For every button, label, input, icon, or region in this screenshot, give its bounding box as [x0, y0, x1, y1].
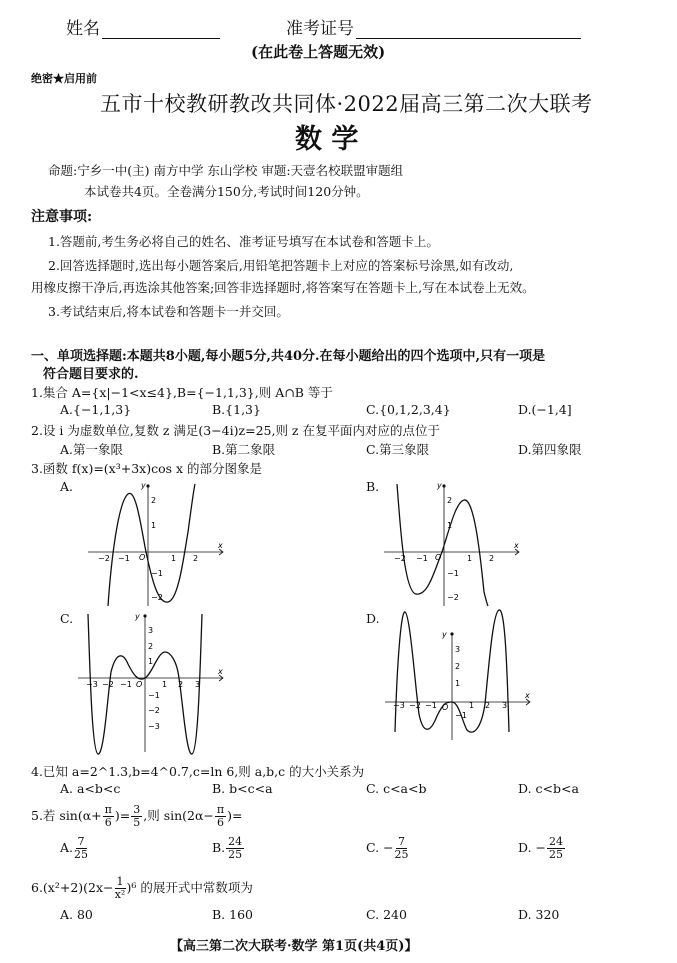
tick-x: 1	[469, 701, 475, 710]
q1-stem: 1.集合 A={x|−1<x≤4},B={−1,1,3},则 A∩B 等于	[31, 385, 333, 400]
tick-x: 3	[195, 680, 201, 689]
tick-y: −1	[455, 711, 467, 720]
tick-x: 3	[502, 701, 508, 710]
q5-option-c: C. − $\frac{7}{25}$	[366, 835, 409, 861]
axis-y-label: y	[437, 481, 442, 490]
tick-x: −3	[393, 701, 405, 710]
tick-y: −1	[151, 569, 163, 578]
tick-y: 2	[455, 662, 461, 671]
tick-x: −1	[416, 554, 428, 563]
q3-label-d: D.	[366, 611, 380, 626]
exam-id-label: 准考证号	[286, 14, 581, 39]
tick-y: 3	[148, 626, 154, 635]
tick-y: 3	[455, 645, 461, 654]
axis-y-label: y	[135, 612, 140, 621]
q6-option-d: D. 320	[518, 907, 560, 922]
note-2: 2.回答选择题时,选出每小题答案后,用铅笔把答题卡上对应的答案标号涂黑,如有改动,	[48, 258, 514, 273]
tick-x: −2	[102, 680, 114, 689]
tick-x: −1	[425, 701, 437, 710]
q6-stem: 6.(x²+2)(2x− $\frac{1}{\text{x²}}$ )⁶ 的展开式中常数项为	[31, 875, 253, 901]
origin-label: O	[136, 680, 143, 689]
subject-title: 数 学	[295, 124, 359, 155]
q4-option-c: C. c<a<b	[366, 781, 427, 796]
q3-label-a: A.	[60, 479, 74, 494]
q2-option-b: B.第二象限	[212, 442, 276, 457]
q2-option-c: C.第三象限	[366, 442, 430, 457]
axis-x-label: x	[514, 541, 519, 550]
tick-x: 2	[178, 680, 184, 689]
name-label: 姓名	[66, 14, 220, 39]
note-1: 1.答题前,考生务必将自己的姓名、准考证号填写在本试卷和答题卡上。	[48, 234, 439, 249]
tick-y: 1	[148, 657, 154, 666]
tick-x: 1	[467, 554, 473, 563]
q5-option-a: A. $\frac{7}{25}$	[60, 835, 89, 861]
tick-x: −2	[394, 554, 406, 563]
tick-x: 2	[193, 554, 199, 563]
tick-x: 2	[485, 701, 491, 710]
page-footer: 【高三第二次大联考·数学 第1页(共4页)】	[170, 939, 418, 954]
origin-label: O	[435, 553, 442, 562]
q3-graph-d	[385, 604, 535, 754]
section1-title: 一、单项选择题:本题共8小题,每小题5分,共40分.在每小题给出的四个选项中,只有一项是	[31, 349, 546, 364]
q2-stem: 2.设 i 为虚数单位,复数 z 满足(3−4i)z=25,则 z 在复平面内对应的点位于	[31, 423, 440, 438]
q1-option-c: C.{0,1,2,3,4}	[366, 402, 451, 417]
tick-x: −2	[409, 701, 421, 710]
q3-graph-c	[78, 612, 228, 762]
tick-y: 2	[151, 496, 157, 505]
q5-option-d: D. − $\frac{24}{25}$	[518, 835, 563, 861]
section1-title-cont: 符合题目要求的.	[43, 367, 139, 382]
q4-stem: 4.已知 a=2^1.3,b=4^0.7,c=ln 6,则 a,b,c 的大小关系为	[31, 764, 365, 779]
invalid-note: (在此卷上答题无效)	[251, 43, 386, 61]
tick-y: −1	[447, 569, 459, 578]
q5-option-b: B. $\frac{24}{25}$	[212, 835, 243, 861]
tick-y: −2	[148, 706, 160, 715]
axis-x-label: x	[218, 541, 223, 550]
tick-y: −2	[447, 593, 459, 602]
axis-x-label: x	[525, 691, 530, 700]
tick-y: 2	[148, 642, 154, 651]
q3-graph-b	[384, 482, 524, 610]
q3-graph-a	[88, 482, 228, 610]
tick-y: 1	[151, 521, 157, 530]
notes-title: 注意事项:	[31, 209, 93, 225]
tick-x: −2	[98, 554, 110, 563]
q2-option-d: D.第四象限	[518, 442, 582, 457]
note-3: 3.考试结束后,将本试卷和答题卡一并交回。	[48, 304, 289, 319]
q6-option-a: A. 80	[60, 907, 93, 922]
secret-mark: 绝密★启用前	[31, 72, 97, 85]
q2-option-a: A.第一象限	[60, 442, 124, 457]
tick-y: −1	[148, 691, 160, 700]
paper-info: 本试卷共4页。全卷满分150分,考试时间120分钟。	[84, 184, 369, 199]
q1-option-d: D.(−1,4]	[518, 402, 572, 417]
q5-stem: 5.若 sin(α+ $\frac{\pi}{6}$ )= $\frac{3}{5}$ ,则 sin(2α− $\frac{\pi}{6}$ )=	[31, 803, 243, 829]
axis-x-label: x	[218, 667, 223, 676]
q1-option-a: A.{−1,1,3}	[60, 402, 132, 417]
tick-x: −1	[118, 554, 130, 563]
tick-y: 1	[455, 679, 461, 688]
origin-label: O	[139, 553, 146, 562]
tick-y: 1	[447, 521, 453, 530]
q4-option-d: D. c<b<a	[518, 781, 579, 796]
authors-line: 命题:宁乡一中(主) 南方中学 东山学校 审题:天壹名校联盟审题组	[48, 163, 404, 178]
q4-option-b: B. b<c<a	[212, 781, 273, 796]
tick-x: 2	[489, 554, 495, 563]
tick-x: 1	[171, 554, 177, 563]
tick-x: −3	[86, 680, 98, 689]
origin-label: O	[442, 703, 449, 712]
tick-x: 1	[162, 680, 168, 689]
tick-y: −3	[148, 722, 160, 731]
axis-y-label: y	[442, 630, 447, 639]
q3-label-b: B.	[366, 479, 380, 494]
q3-label-c: C.	[60, 611, 74, 626]
q3-stem: 3.函数 f(x)=(x³+3x)cos x 的部分图象是	[31, 461, 263, 476]
q6-option-b: B. 160	[212, 907, 253, 922]
note-2-cont: 用橡皮擦干净后,再选涂其他答案;回答非选择题时,将答案写在答题卡上,写在本试卷上无效。	[31, 280, 535, 295]
q1-option-b: B.{1,3}	[212, 402, 261, 417]
exam-title: 五市十校教研教改共同体·2022届高三第二次大联考	[100, 92, 593, 116]
tick-x: −1	[120, 680, 132, 689]
q4-option-a: A. a<b<c	[60, 781, 121, 796]
tick-y: −2	[151, 593, 163, 602]
tick-y: 2	[447, 496, 453, 505]
q6-option-c: C. 240	[366, 907, 407, 922]
axis-y-label: y	[141, 481, 146, 490]
